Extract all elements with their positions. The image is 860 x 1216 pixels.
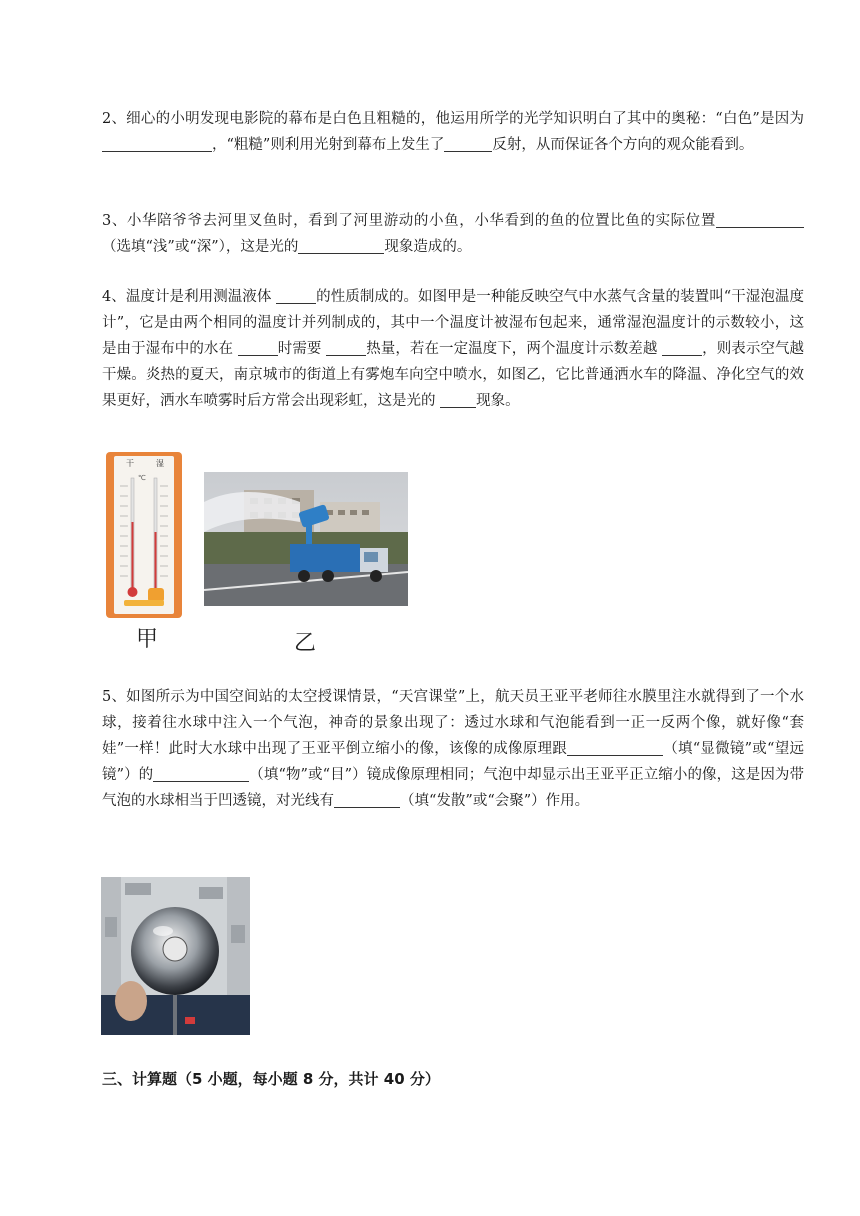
q4-blank-1 [276,288,316,304]
question-5 [102,684,804,814]
q2-text-1: 2、细心的小明发现电影院的幕布是白色且粗糙的，他运用所学的光学知识明白了其中的奥秘：“白色”是因为 [102,111,804,127]
q5-text-2: （填“显微镜”或“望远镜”）的 [102,741,804,783]
thermo-unit-label: ℃ [138,474,146,482]
space-station-water-ball-image [101,877,250,1035]
q2-text-3: 反射，从而保证各个方向的观众能看到。 [492,137,754,153]
section-3-title: 三、计算题（5 小题，每小题 8 分，共计 40 分） [102,1070,440,1088]
q3-text-3: 现象造成的。 [384,239,472,255]
q4-text-6: 现象。 [476,393,520,409]
figure-a-caption: 甲 [136,627,159,652]
question-2 [102,106,804,158]
q4-text-5: ，则表示空气越干燥。炎热的夏天，南京城市的街道上有雾炮车向空中喷水，如图乙，它比普通洒水车的降温、净化空气的效果更好，洒水车喷雾时后方常会出现彩虹，这是光的 [102,341,805,409]
q5-text-4: （填“发散”或“会聚”）作用。 [400,793,590,809]
q3-blank-2 [298,238,384,254]
q5-text-3: （填“物”或“目”）镜成像原理相同；气泡中却显示出王亚平正立缩小的像，这是因为带气泡的水球相当于凹透镜，对光线有 [102,767,804,809]
hygrometer-image [106,452,182,618]
question-3 [102,208,804,260]
fog-cannon-truck-image [204,472,408,606]
q4-blank-3 [326,340,366,356]
q5-blank-2 [153,766,249,782]
q4-text-3: 时需要 [277,341,327,357]
q2-text-2: ，“粗糙”则利用光射到幕布上发生了 [212,137,445,153]
q4-blank-4 [662,340,702,356]
q3-text-1: 3、小华陪爷爷去河里叉鱼时，看到了河里游动的小鱼，小华看到的鱼的位置比鱼的实际位置 [102,213,716,229]
q4-blank-2 [238,340,278,356]
question-4 [102,284,804,414]
figure-b-caption: 乙 [294,631,317,656]
q3-text-2: （选填“浅”或“深”），这是光的 [102,239,299,255]
thermo-wet-label: 湿 [156,459,164,468]
thermo-dry-label: 干 [126,459,134,468]
q3-blank-1 [716,212,804,228]
q5-blank-1 [567,740,663,756]
q4-text-2: 的性质制成的。如图甲是一种能反映空气中水蒸气含量的装置叫“干湿泡温度计”，它是由两个相同的温度计并列制成的，其中一个温度计被湿布包起来，通常湿泡温度计的示数较小，这是由于湿布中的水在 [102,289,804,357]
q5-blank-3 [334,792,400,808]
q2-blank-2 [444,136,492,152]
q2-blank-1 [102,136,212,152]
q4-text-4: 热量，若在一定温度下，两个温度计示数差越 [366,341,663,357]
q4-text-1: 4、温度计是利用测温液体 [102,289,277,305]
q4-blank-5 [440,392,476,408]
q5-text-1: 5、如图所示为中国空间站的太空授课情景，“天宫课堂”上，航天员王亚平老师往水膜里注水就得到了一个水球，接着往水球中注入一个气泡，神奇的景象出现了：透过水球和气泡能看到一正一反两个像，就好像“套娃”一样！此时大水球中出现了王亚平倒立缩小的像，该像的成像原理跟 [102,689,804,757]
